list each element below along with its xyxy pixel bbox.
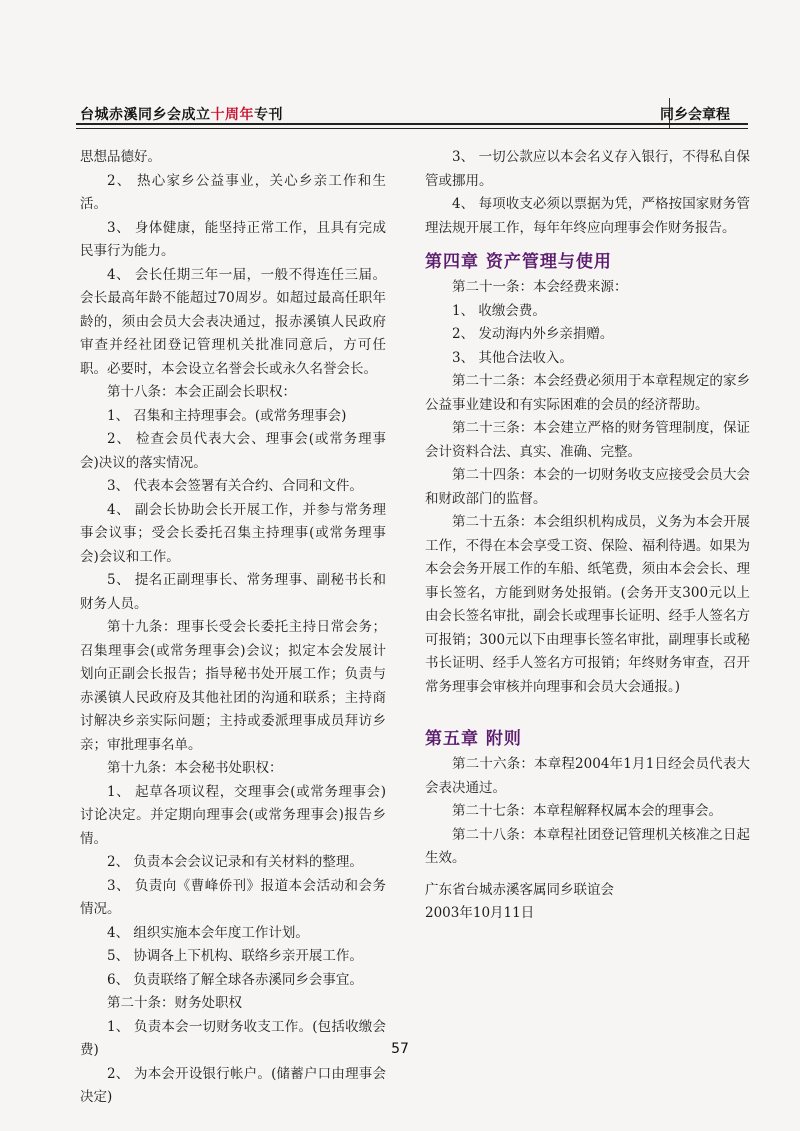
paragraph: 第二十三条：本会建立严格的财务管理制度，保证会计资料合法、真实、准确、完整。 <box>425 420 750 460</box>
paragraph: 1、 起草各项议程，交理事会(或常务理事会)讨论决定。并定期向理事会(或常务理事会)报告乡情。 <box>80 783 386 847</box>
header-rule-thin <box>76 128 748 129</box>
paragraph: 思想品德好。 <box>80 149 161 165</box>
section-title: 同乡会章程 <box>660 107 730 123</box>
paragraph: 第二十八条：本章程社团登记管理机关核准之日起生效。 <box>425 826 750 866</box>
chapter4-body <box>425 276 750 699</box>
header-rule-thick <box>76 123 748 125</box>
paragraph: 第二十二条：本会经费必须用于本章程规定的家乡公益事业建设和有实际困难的会员的经济帮助。 <box>425 373 750 413</box>
paragraph: 5、 协调各上下机构、联络乡亲开展工作。 <box>107 948 363 964</box>
paragraph: 2、 检查会员代表大会、理事会(或常务理事会)决议的落实情况。 <box>80 431 386 471</box>
paragraph: 第二十条：财务处职权 <box>107 995 242 1011</box>
chapter5-heading: 第五章 附则 <box>425 729 522 749</box>
right-column-top <box>425 146 750 240</box>
paragraph: 第十八条：本会正副会长职权： <box>107 384 296 400</box>
journal-title-pre: 台城赤溪同乡会成立 <box>80 107 211 123</box>
paragraph: 1、 召集和主持理事会。(或常务理事会) <box>107 407 347 424</box>
paragraph: 第十九条：理事长受会长委托主持日常会务；召集理事会(或常务理事会)会议；拟定本会发展计划向正副会长报告；指导秘书处开展工作；负责与赤溪镇人民政府及其他社团的沟通和联系；主持商讨解决乡亲实际问题；主持或委派理事成员拜访乡亲；审批理事名单。 <box>80 619 386 753</box>
paragraph: 1、 负责本会一切财务收支工作。(包括收缴会费) <box>80 1018 386 1058</box>
paragraph: 第二十四条：本会的一切财务收支应接受会员大会和财政部门的监督。 <box>425 467 750 507</box>
chapter4-heading: 第四章 资产管理与使用 <box>425 252 612 272</box>
paragraph: 2、 发动海内外乡亲捐赠。 <box>452 326 614 342</box>
paragraph: 3、 其他合法收入。 <box>452 349 573 366</box>
paragraph: 第二十五条：本会组织机构成员，义务为本会开展工作，不得在本会享受工资、保险、福利待遇。如果为本会会务开展工作的车船、纸笔费，须由本会会长、理事长签名，方能到财务处报销。(会务开支300元以上由会长签名审批，副会长或理事长证明、经手人签名方可报销；300元以下由理事长签名审批，副理事长或秘书长证明、经手人签名方可报销；年终财务审查，召开常务理事会审核并向理事和会员大会通报。) <box>425 514 750 695</box>
paragraph: 1、 收缴会费。 <box>452 302 546 319</box>
paragraph: 第二十七条：本章程解释权属本会的理事会。 <box>452 803 722 819</box>
page-number: 57 <box>391 1041 409 1057</box>
paragraph: 6、 负责联络了解全球各赤溪同乡会事宜。 <box>107 971 363 988</box>
paragraph: 3、 身体健康，能坚持正常工作，且具有完成民事行为能力。 <box>80 219 386 259</box>
signature-date: 2003年10月11日 <box>425 905 535 921</box>
paragraph: 第二十六条：本章程2004年1月1日经会员代表大会表决通过。 <box>425 756 750 796</box>
journal-title <box>80 104 283 124</box>
paragraph: 2、 热心家乡公益事业，关心乡亲工作和生活。 <box>80 172 386 212</box>
paragraph: 2、 负责本会会议记录和有关材料的整理。 <box>107 854 363 870</box>
signature-org: 广东省台城赤溪客属同乡联谊会 <box>425 881 614 898</box>
paragraph: 4、 副会长协助会长开展工作，并参与常务理事会议事；受会长委托召集主持理事(或常务理事会)会议和工作。 <box>80 501 386 565</box>
paragraph: 2、 为本会开设银行帐户。(储蓄户口由理事会决定) <box>80 1065 386 1105</box>
journal-title-accent: 十周年 <box>210 107 254 123</box>
left-column <box>80 146 386 1110</box>
chapter5-body <box>425 753 750 871</box>
paragraph: 第十九条：本会秘书处职权： <box>107 760 283 776</box>
right-column <box>425 146 750 926</box>
journal-title-post: 专刊 <box>254 107 283 123</box>
paragraph: 4、 会长任期三年一届，一般不得连任三届。会长最高年龄不能超过70周岁。如超过最高任职年龄的，须由会员大会表决通过，报赤溪镇人民政府审查并经社团登记管理机关批准同意后，方可任职。必要时，本会设立名誉会长或永久名誉会长。 <box>80 266 386 377</box>
paragraph: 4、 每项收支必须以票据为凭，严格按国家财务管理法规开展工作，每年年终应向理事会作财务报告。 <box>425 196 750 236</box>
paragraph: 3、 一切公款应以本会名义存入银行，不得私自保管或挪用。 <box>425 149 750 189</box>
paragraph: 4、 组织实施本会年度工作计划。 <box>107 924 309 941</box>
paragraph: 第二十一条：本会经费来源： <box>452 279 628 295</box>
paragraph: 5、 提名正副理事长、常务理事、副秘书长和财务人员。 <box>80 572 386 612</box>
paragraph: 3、 代表本会签署有关合约、合同和文件。 <box>107 478 363 494</box>
paragraph: 3、 负责向《曹峰侨刊》报道本会活动和会务情况。 <box>80 877 386 917</box>
